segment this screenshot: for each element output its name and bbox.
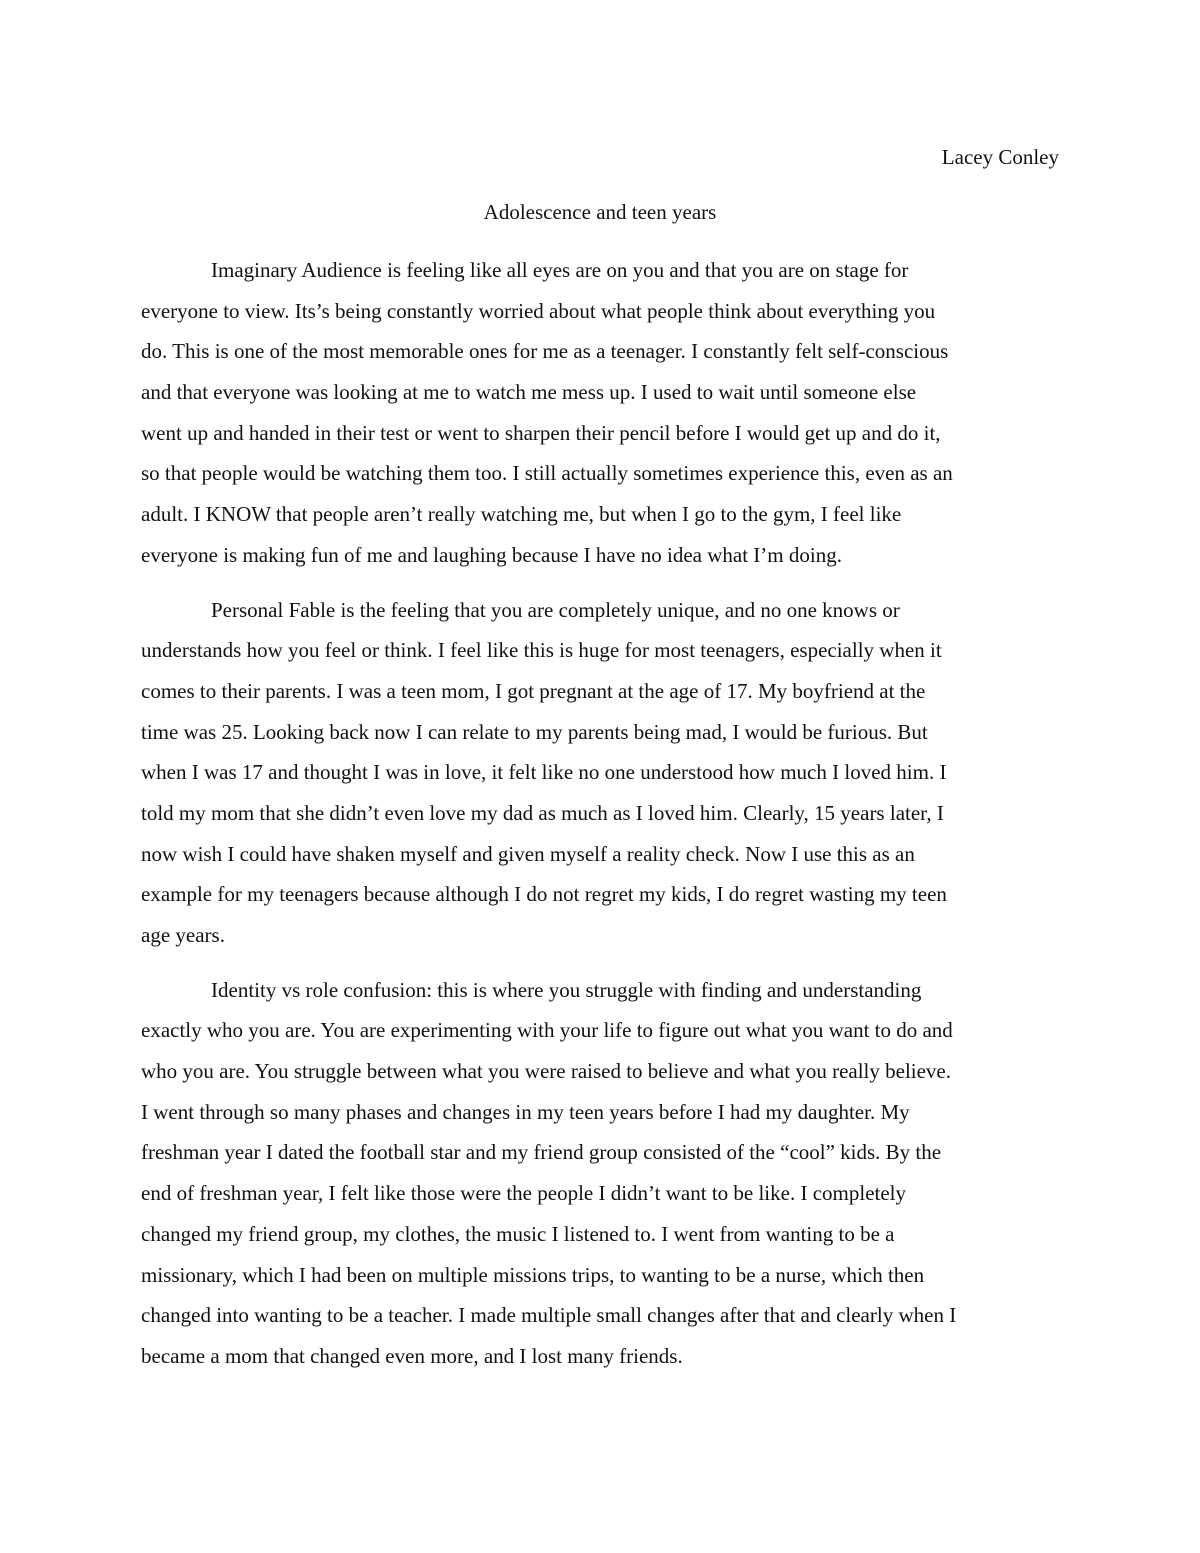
paragraph-line: Imaginary Audience is feeling like all eyes are on you and that you are on stage for [211, 258, 909, 282]
paragraph-line: Personal Fable is the feeling that you are completely unique, and no one knows or [211, 597, 900, 622]
paragraph-line: adult. I KNOW that people aren’t really watching me, but when I go to the gym, I feel like [141, 502, 902, 527]
paragraph-imaginary-audience [141, 250, 1071, 576]
paragraph-line: I went through so many phases and changes in my teen years before I had my daughter. My [141, 1099, 910, 1124]
paragraph-line: and that everyone was looking at me to watch me mess up. I used to wait until someone else [141, 380, 917, 405]
paragraph-line: freshman year I dated the football star and my friend group consisted of the “cool” kids. By the [141, 1140, 942, 1165]
paragraph-line: example for my teenagers because although I do not regret my kids, I do regret wasting my teen [141, 882, 947, 907]
author-name: Lacey Conley [941, 145, 1059, 169]
paragraph-line: told my mom that she didn’t even love my dad as much as I loved him. Clearly, 15 years later, I [141, 800, 944, 825]
paragraph-personal-fable [141, 590, 1071, 956]
paragraph-line: changed into wanting to be a teacher. I made multiple small changes after that and clearly when I [141, 1303, 957, 1328]
paragraph-line: end of freshman year, I felt like those were the people I didn’t want to be like. I completely [141, 1181, 907, 1206]
paragraph-line: comes to their parents. I was a teen mom, I got pregnant at the age of 17. My boyfriend at the [141, 678, 926, 703]
document-body [141, 250, 1071, 1391]
paragraph-identity-vs-role-confusion [141, 970, 1071, 1377]
paragraph-line: Identity vs role confusion: this is where you struggle with finding and understanding [211, 977, 922, 1002]
paragraph-line: understands how you feel or think. I feel like this is huge for most teenagers, especially when it [141, 638, 942, 663]
paragraph-line: age years. [141, 923, 225, 947]
document-title: Adolescence and teen years [483, 200, 717, 224]
paragraph-line: do. This is one of the most memorable ones for me as a teenager. I constantly felt self-conscious [141, 339, 949, 364]
paragraph-line: went up and handed in their test or went to sharpen their pencil before I would get up and do it, [141, 420, 941, 445]
paragraph-line: became a mom that changed even more, and I lost many friends. [141, 1343, 683, 1368]
paragraph-line: changed my friend group, my clothes, the music I listened to. I went from wanting to be a [141, 1221, 895, 1246]
paragraph-line: everyone to view. Its’s being constantly worried about what people think about everything you [141, 298, 936, 323]
paragraph-line: everyone is making fun of me and laughing because I have no idea what I’m doing. [141, 542, 842, 567]
paragraph-line: when I was 17 and thought I was in love, it felt like no one understood how much I loved him. I [141, 760, 947, 785]
paragraph-line: now wish I could have shaken myself and given myself a reality check. Now I use this as an [141, 841, 915, 866]
paragraph-line: so that people would be watching them too. I still actually sometimes experience this, even as an [141, 461, 953, 486]
paragraph-line: exactly who you are. You are experimenting with your life to figure out what you want to do and [141, 1018, 953, 1043]
paragraph-line: who you are. You struggle between what you were raised to believe and what you really believe. [141, 1059, 952, 1084]
paragraph-line: missionary, which I had been on multiple missions trips, to wanting to be a nurse, which then [141, 1262, 925, 1287]
paragraph-line: time was 25. Looking back now I can relate to my parents being mad, I would be furious. But [141, 719, 928, 744]
